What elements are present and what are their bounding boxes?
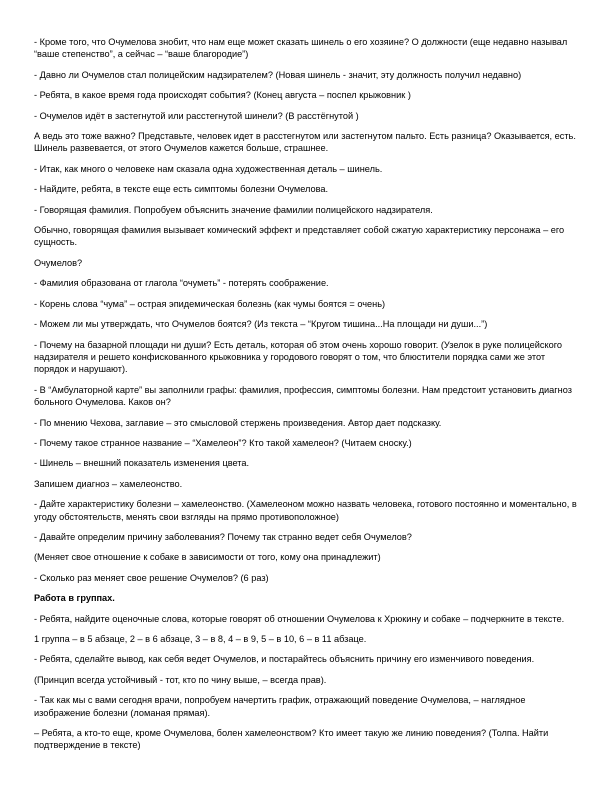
document-page (34, 36, 582, 760)
paragraph: - Так как мы с вами сегодня врачи, попробуем начертить график, отражающий поведение Очумелова, – наглядное изображение болезни (ломаная прямая). (34, 695, 526, 718)
paragraph: - Почему на базарной площади ни души? Есть деталь, которая об этом очень хорошо говорит. (Узелок в руке полицейского надзирателя и решето конфискованного крыжовника у городового говорят о том, что блюстители порядка сами же этот порядок и нарушают). (34, 339, 562, 375)
paragraph: Запишем диагноз – хамелеонство. (34, 478, 183, 489)
paragraph: (Меняет свое отношение к собаке в зависимости от того, кому она принадлежит) (34, 552, 381, 563)
paragraph: - Говорящая фамилия. Попробуем объяснить значение фамилии полицейского надзирателя. (34, 204, 433, 215)
paragraph: А ведь это тоже важно? Представьте, человек идет в расстегнутом или застегнутом пальто. Есть разница? Оказывается, есть. Шинель развевается, от этого Очумелов кажется больше, страшнее. (34, 131, 576, 154)
paragraph: - Дайте характеристику болезни – хамелеонство. (Хамелеоном можно назвать человека, готового постоянно и моментально, в угоду обстоятельств, менять свои взгляды на прямо противоположное) (34, 499, 577, 522)
paragraph: - Очумелов идёт в застегнутой или расстегнутой шинели? (В расстёгнутой ) (34, 110, 359, 121)
paragraph: - По мнению Чехова, заглавие – это смысловой стержень произведения. Автор дает подсказку. (34, 417, 442, 428)
paragraph: - Давайте определим причину заболевания? Почему так странно ведет себя Очумелов? (34, 531, 412, 542)
paragraph: - Давно ли Очумелов стал полицейским надзирателем? (Новая шинель - значит, эту должность получил недавно) (34, 69, 522, 80)
paragraph: Работа в группах. (34, 593, 115, 604)
paragraph: - Корень слова “чума” – острая эпидемическая болезнь (как чумы боятся = очень) (34, 298, 386, 309)
paragraph: - Итак, как много о человеке нам сказала одна художественная деталь – шинель. (34, 163, 383, 174)
paragraph: - Шинель – внешний показатель изменения цвета. (34, 458, 250, 469)
paragraph: 1 группа – в 5 абзаце, 2 – в 6 абзаце, 3 – в 8, 4 – в 9, 5 – в 10, 6 – в 11 абзаце. (34, 634, 367, 644)
paragraph: - Ребята, сделайте вывод, как себя ведет Очумелов, и постарайтесь объяснить причину его изменчивого поведения. (34, 654, 535, 665)
paragraph: (Принцип всегда устойчивый - тот, кто по чину выше, – всегда прав). (34, 674, 327, 685)
paragraph: Обычно, говорящая фамилия вызывает комический эффект и представляет собой сжатую характеристику персонажа – его сущность. (34, 225, 565, 248)
paragraph: - Ребята, в какое время года происходят события? (Конец августа – поспел крыжовник ) (34, 90, 411, 101)
paragraph: - Ребята, найдите оценочные слова, которые говорят об отношении Очумелова к Хрюкину и собаке – подчеркните в тексте. (34, 613, 565, 624)
paragraph: - В “Амбулаторной карте” вы заполнили графы: фамилия, профессия, симптомы болезни. Нам предстоит установить диагноз больного Очумелова. Каков он? (34, 384, 572, 408)
paragraph: – Ребята, а кто-то еще, кроме Очумелова, болен хамелеонством? Кто имеет такую же линию поведения? (Толпа. Найти подтверждение в тексте) (34, 728, 549, 751)
paragraph: - Можем ли мы утверждать, что Очумелов боятся? (Из текста – “Кругом тишина...На площади ни души...”) (34, 319, 488, 330)
paragraph: - Найдите, ребята, в тексте еще есть симптомы болезни Очумелова. (34, 184, 329, 195)
paragraph: - Фамилия образована от глагола “очуметь” - потерять соображение. (34, 278, 329, 289)
paragraph: - Кроме того, что Очумелова знобит, что нам еще может сказать шинель о его хозяине? О должности (еще недавно называл “ваше степенство”, а сейчас – “ваше благородие”) (34, 37, 568, 60)
paragraph: - Сколько раз меняет свое решение Очумелов? (6 раз) (34, 572, 269, 583)
paragraph: Очумелов? (34, 257, 83, 268)
paragraph: - Почему такое странное название – “Хамелеон”? Кто такой хамелеон? (Читаем сноску.) (34, 437, 412, 448)
